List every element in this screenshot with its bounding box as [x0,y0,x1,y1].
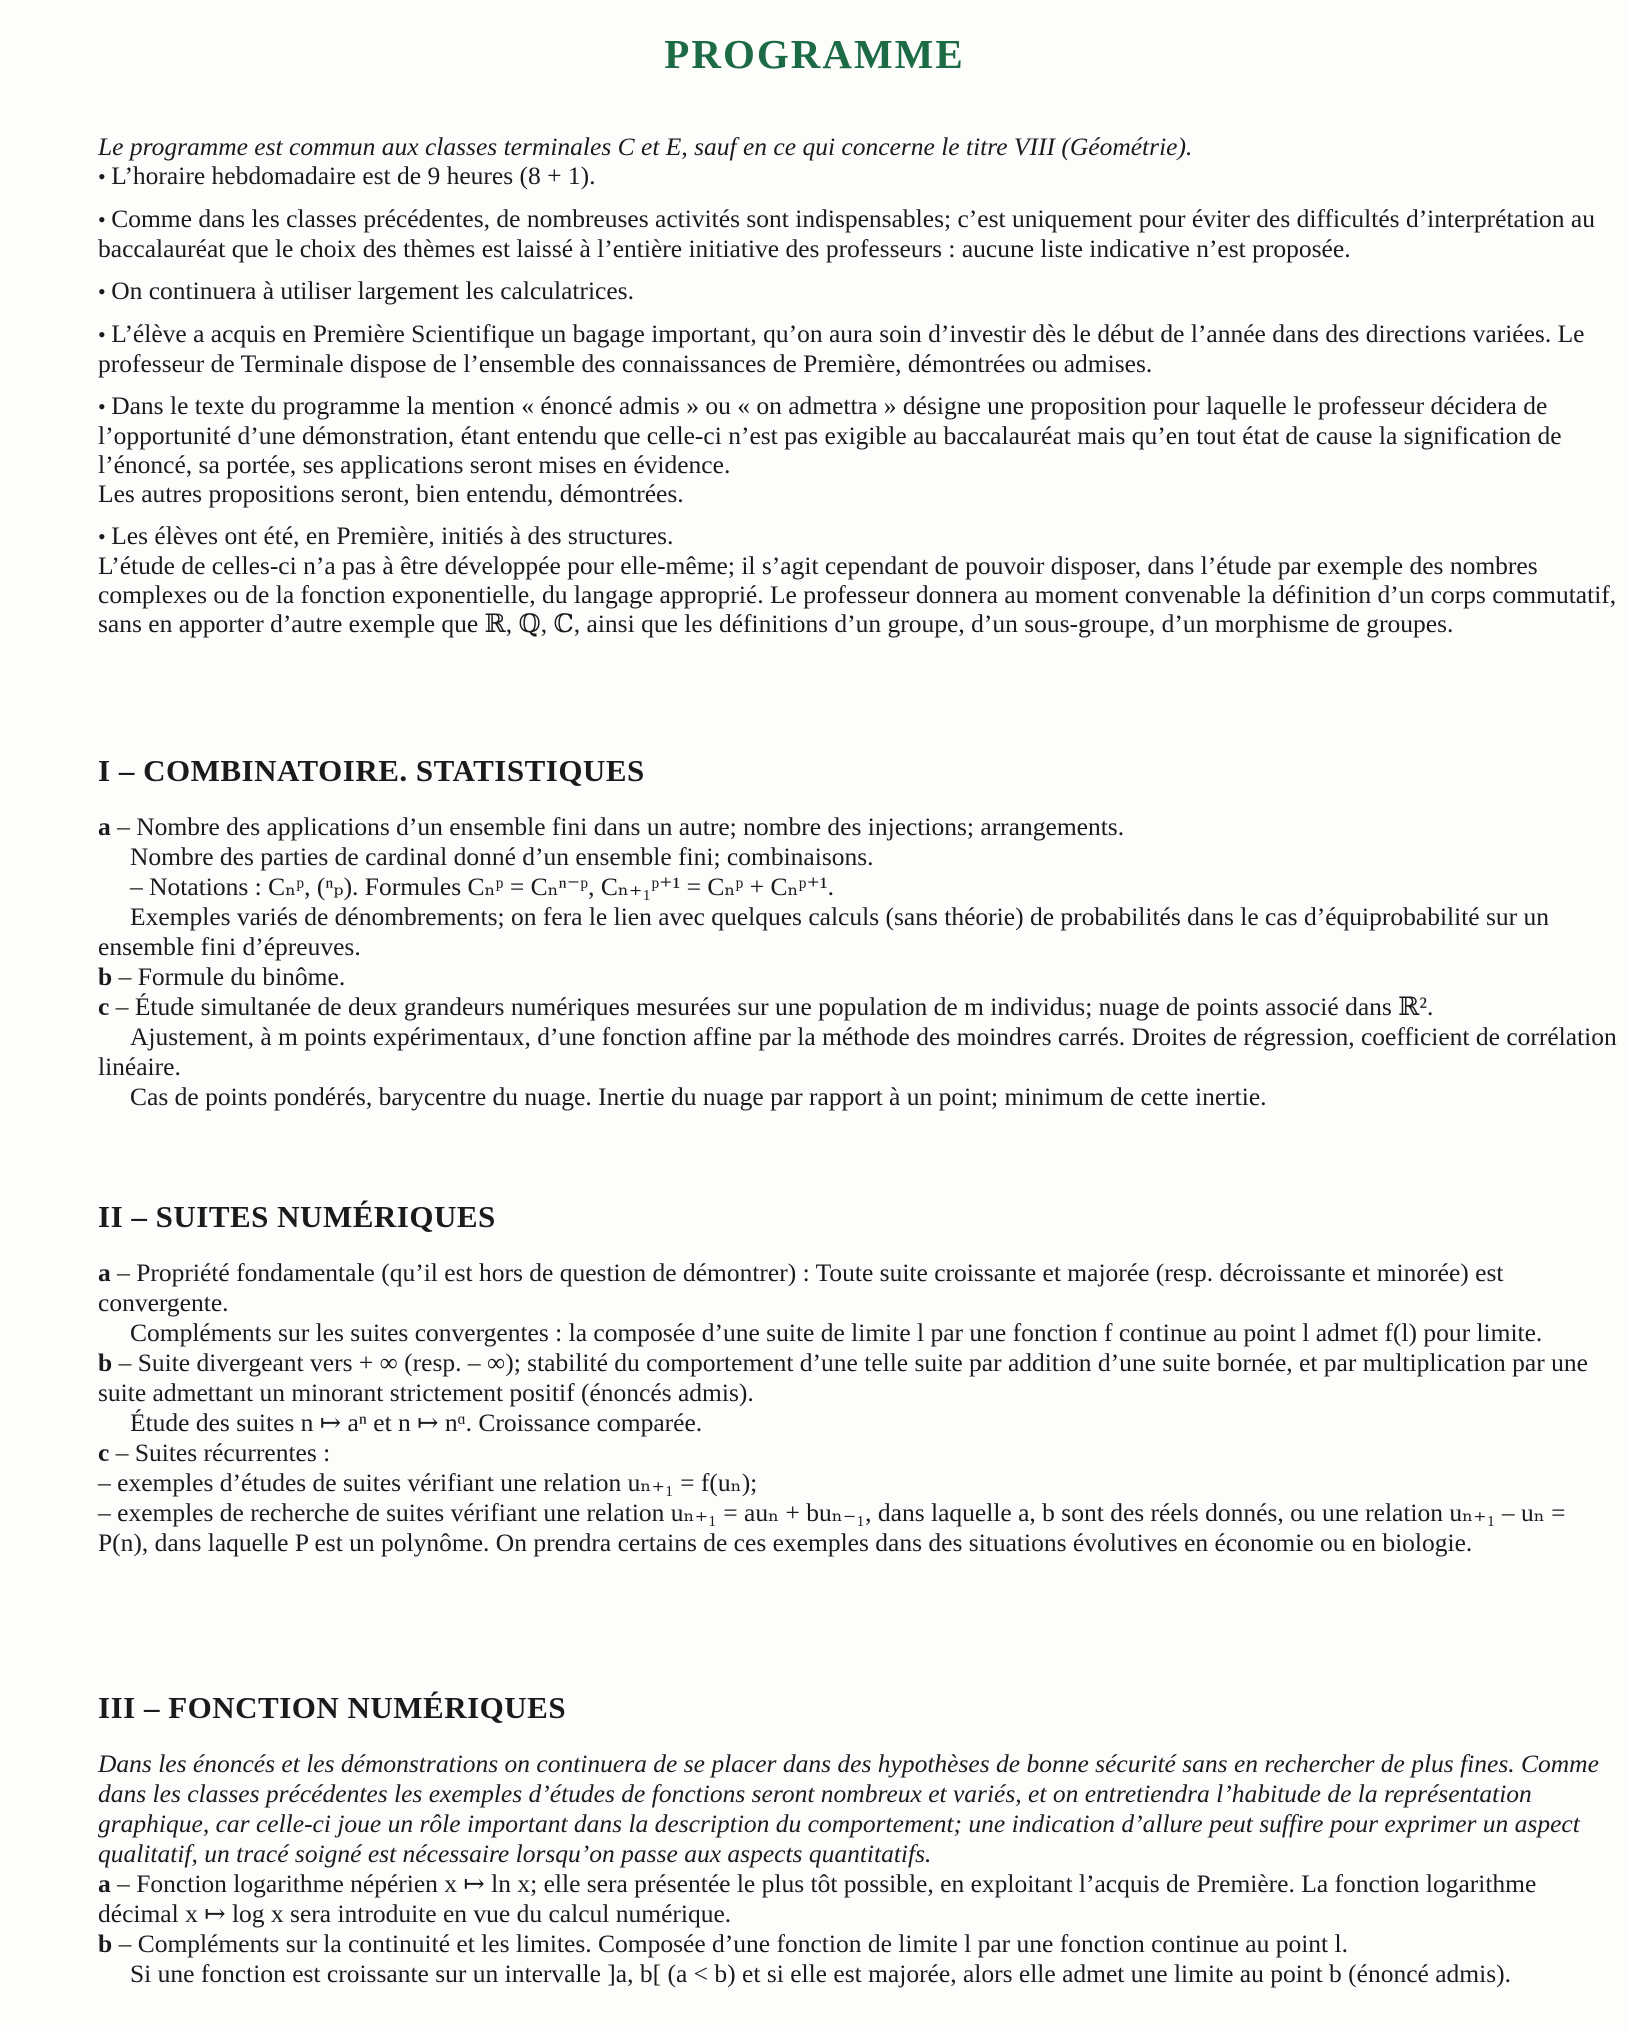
item-key: a [98,1869,111,1898]
item-a-line-2: Nombre des parties de cardinal donné d’un ensemble fini; combinaisons. [130,842,874,871]
item-text: – Formule du binôme. [118,962,346,991]
section-heading: III – FONCTION NUMÉRIQUES [98,1690,567,1725]
item-key: b [98,1348,113,1377]
intro-bullet-3: • On continuera à utiliser largement les calculatrices. [98,276,1618,306]
item-b [98,1929,1618,1959]
intro-bullet-6-followup: L’étude de celles-ci n’a pas à être développée pour elle-même; il s’agit cependant de pouvoir disposer, dans l’étude par exemple des nombres complexes ou de la fonction exponentielle, du langage approprié. Le professeur donnera au moment convenable la définition d’un corps commutatif, sans en apporter d’autre exemple que ℝ, ℚ, ℂ, ainsi que les définitions d’un groupe, d’un sous-groupe, d’un morphisme de groupes. [98,551,1617,638]
item-text: – Propriété fondamentale (qu’il est hors de question de démontrer) : Toute suite croissante et majorée (resp. décroissante et minorée) est convergente. [98,1258,1504,1317]
intro-bullet-2: • Comme dans les classes précédentes, de nombreuses activités sont indispensables; c’est uniquement pour éviter des difficultés d’interprétation au baccalauréat que le choix des thèmes est laissé à l’entière initiative des professeurs : aucune liste indicative n’est proposée. [98,204,1618,263]
intro-bullet-5: • Dans le texte du programme la mention « énoncé admis » ou « on admettra » désigne une proposition pour laquelle le professeur décidera de l’opportunité d’une démonstration, étant entendu que celle-ci n’est pas exigible au baccalauréat mais qu’en tout état de cause la signification de l’énoncé, sa portée, ses applications seront mises en évidence. [98,391,1618,479]
item-c [98,1438,1618,1468]
item-key: a [98,1258,111,1287]
item-b [98,1348,1618,1408]
item-a [98,1258,1618,1318]
page-title: PROGRAMME [664,31,965,77]
intro-bullet-4: • L’élève a acquis en Première Scientifique un bagage important, qu’on aura soin d’investir dès le début de l’année dans des directions variées. Le professeur de Terminale dispose de l’ensemble des connaissances de Première, démontrées ou admises. [98,319,1618,378]
item-text: – Suite divergeant vers + ∞ (resp. – ∞); stabilité du comportement d’une telle suite par addition d’une suite bornée, et par multiplication par une suite admettant un minorant strictement positif (énoncés admis). [98,1348,1588,1407]
item-c [98,992,1618,1022]
section-fonctions [98,1690,1618,1989]
section-suites [98,1199,1618,1558]
item-text: – Étude simultanée de deux grandeurs numériques mesurées sur une population de m individus; nuage de points associé dans ℝ². [115,992,1434,1021]
intro-section [98,132,1618,651]
item-key: b [98,1929,113,1958]
item-text: – Fonction logarithme népérien x ↦ ln x; elle sera présentée le plus tôt possible, en exploitant l’acquis de Première. La fonction logarithme décimal x ↦ log x sera introduite en vue du calcul numérique. [98,1869,1537,1928]
intro-bullet-1: • L’horaire hebdomadaire est de 9 heures (8 + 1). [98,161,1618,191]
item-c-line-2: – exemples d’études de suites vérifiant une relation uₙ₊₁ = f(uₙ); [98,1468,758,1497]
item-key: b [98,962,113,991]
item-c-line-3: – exemples de recherche de suites vérifiant une relation uₙ₊₁ = auₙ + buₙ₋₁, dans laquelle a, b sont des réels donnés, ou une relation uₙ₊₁ – uₙ = P(n), dans laquelle P est un polynôme. On prendra certains de ces exemples dans des situations évolutives en économie ou en biologie. [98,1498,1566,1557]
item-c-line-3: Cas de points pondérés, barycentre du nuage. Inertie du nuage par rapport à un point; minimum de cette inertie. [130,1082,1267,1111]
item-key: c [98,1438,110,1467]
intro-bullet-6: • Les élèves ont été, en Première, initiés à des structures. [98,521,1618,551]
item-c-line-2: Ajustement, à m points expérimentaux, d’une fonction affine par la méthode des moindres carrés. Droites de régression, coefficient de corrélation linéaire. [98,1022,1617,1081]
item-a-line-3: – Notations : Cₙᵖ, (ⁿₚ). Formules Cₙᵖ = Cₙⁿ⁻ᵖ, Cₙ₊₁ᵖ⁺¹ = Cₙᵖ + Cₙᵖ⁺¹. [130,872,834,901]
item-a-line-2: Compléments sur les suites convergentes : la composée d’une suite de limite l par une fonction f continue au point l admet f(l) pour limite. [130,1318,1543,1347]
section-heading: II – SUITES NUMÉRIQUES [98,1199,496,1234]
item-b-line-2: Étude des suites n ↦ aⁿ et n ↦ nᵅ. Croissance comparée. [130,1408,703,1437]
intro-bullet-5-followup: Les autres propositions seront, bien entendu, démontrées. [98,479,684,508]
item-text: – Nombre des applications d’un ensemble fini dans un autre; nombre des injections; arrangements. [117,812,1125,841]
section-italic-intro: Dans les énoncés et les démonstrations on continuera de se placer dans des hypothèses de bonne sécurité sans en rechercher de plus fines. Comme dans les classes précédentes les exemples d’études de fonctions seront nombreux et variés, et on entretiendra l’habitude de la représentation graphique, car celle-ci joue un rôle important dans la description du comportement; une indication d’allure peut suffire pour exprimer un aspect qualitatif, un tracé soigné est nécessaire lorsqu’on passe aux aspects quantitatifs. [98,1749,1599,1868]
item-a [98,1869,1618,1929]
item-a-line-4: Exemples variés de dénombrements; on fera le lien avec quelques calculs (sans théorie) de probabilités dans le cas d’équiprobabilité sur un ensemble fini d’épreuves. [98,902,1550,961]
item-text: – Suites récurrentes : [115,1438,331,1467]
section-heading: I – COMBINATOIRE. STATISTIQUES [98,753,645,788]
item-key: c [98,992,110,1021]
item-text: – Compléments sur la continuité et les limites. Composée d’une fonction de limite l par une fonction continue au point l. [118,1929,1348,1958]
intro-italic-line: Le programme est commun aux classes terminales C et E, sauf en ce qui concerne le titre VIII (Géométrie). [98,132,1193,161]
item-key: a [98,812,111,841]
item-b-line-2: Si une fonction est croissante sur un intervalle ]a, b[ (a < b) et si elle est majorée, alors elle admet une limite au point b (énoncé admis). [130,1959,1512,1988]
item-a [98,812,1618,842]
section-combinatoire [98,753,1618,1112]
item-b [98,962,1618,992]
